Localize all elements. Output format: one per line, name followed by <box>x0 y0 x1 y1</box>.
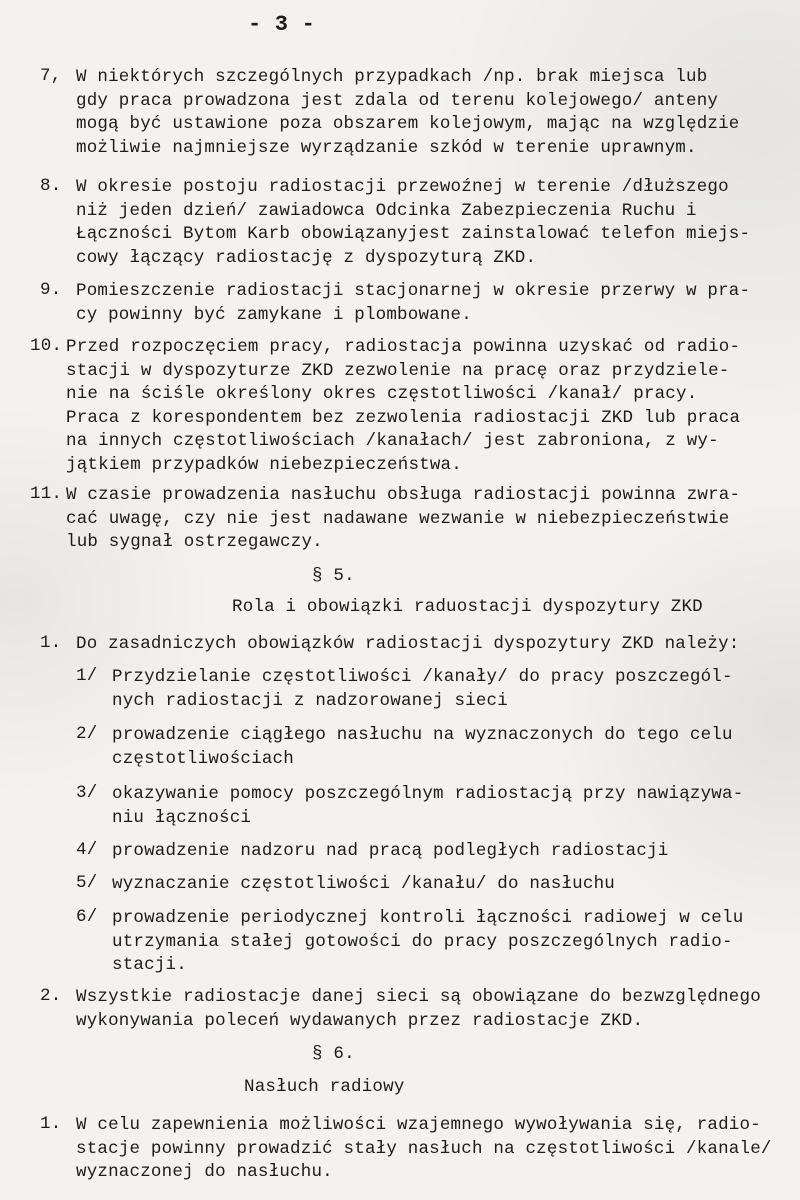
item-number: 5/ <box>76 873 98 893</box>
text-line: Do zasadniczych obowiązków radiostacji dyspozytury ZKD należy: <box>76 634 740 654</box>
section-title: Rola i obowiązki raduostacji dyspozytury ZKD <box>232 597 703 617</box>
text-line: wykonywania poleceń wydawanych przez radiostacje ZKD. <box>76 1010 644 1031</box>
text-line: nie na ściśle określony okres częstotliwości /kanał/ pracy. <box>66 384 698 404</box>
text-line: mogą być ustawione poza obszarem kolejowym, mając na względzie <box>76 114 740 134</box>
text-line: W okresie postoju radiostacji przewoźnej w terenie /dłuższego <box>76 177 729 197</box>
text-line: W celu zapewnienia możliwości wzajemnego wywoływania się, radio- <box>76 1115 761 1135</box>
text-line: Przydzielanie częstotliwości /kanały/ do pracy poszczegól- <box>112 667 733 687</box>
text-line: stacji w dyspozyturze ZKD zezwolenie na pracę oraz przydziele- <box>66 360 730 381</box>
item-number: 6/ <box>76 907 98 927</box>
section-mark: § 6. <box>312 1044 355 1064</box>
text-line: częstotliwościach <box>112 748 294 769</box>
text-line: Pomieszczenie radiostacji stacjonarnej w okresie przerwy w pra- <box>76 281 751 301</box>
text-line: możliwie najmniejsze wyrządzanie szkód w terenie uprawnym. <box>76 137 697 158</box>
item-number: 10. <box>30 336 63 356</box>
item-number: 4/ <box>76 840 98 860</box>
text-line: gdy praca prowadzona jest zdala od terenu kolejowego/ anteny <box>76 90 719 111</box>
sub-item <box>76 907 800 978</box>
text-line: nych radiostacji z nadzorowanej sieci <box>112 690 508 711</box>
item-number: 1. <box>40 1114 62 1134</box>
text-line: prowadzenie periodycznej kontroli łączności radiowej w celu <box>112 908 744 928</box>
text-line: wyznaczonej do nasłuchu. <box>76 1162 333 1182</box>
item-number: 9. <box>40 280 62 300</box>
text-line: stacji. <box>112 955 187 975</box>
item-number: 3/ <box>76 783 98 803</box>
paragraph-item <box>40 986 800 1033</box>
text-line: Praca z korespondentem bez zezwolenia radiostacji ZKD lub praca <box>66 407 741 428</box>
item-number: 8. <box>40 176 62 196</box>
section-title: Nasłuch radiowy <box>244 1077 405 1097</box>
text-line: niż jeden dzień/ zawiadowca Odcinka Zabezpieczenia Ruchu i <box>76 200 697 221</box>
paragraph-item <box>40 1114 800 1185</box>
text-line: na innych częstotliwościach /kanałach/ jest zabroniona, z wy- <box>66 431 719 451</box>
item-number: 2. <box>40 986 62 1006</box>
paragraph-item <box>40 633 800 657</box>
text-line: jątkiem przypadków niebezpieczeństwa. <box>66 454 462 475</box>
paragraph-item <box>40 280 800 327</box>
text-line: cowy łączący radiostację z dyspozyturą ZKD. <box>76 247 537 268</box>
text-line: prowadzenie ciągłego nasłuchu na wyznaczonych do tego celu <box>112 725 733 745</box>
text-line: utrzymania stałej gotowości do pracy poszczególnych radio- <box>112 931 733 952</box>
item-number: 1/ <box>76 666 98 686</box>
paragraph-item <box>30 484 800 555</box>
section-mark: § 5. <box>312 566 355 586</box>
paragraph-item <box>40 176 800 270</box>
page-number: - 3 - <box>248 12 316 37</box>
item-number: 2/ <box>76 724 98 744</box>
sub-item <box>76 840 800 864</box>
text-line: okazywanie pomocy poszczególnym radiostacją przy nawiązywa- <box>112 784 744 804</box>
paragraph-item <box>40 66 800 160</box>
text-line: Łączności Bytom Karb obowiązanyjest zainstalować telefon miejs- <box>76 224 751 244</box>
sub-item <box>76 724 800 771</box>
text-line: cy powinny być zamykane i plombowane. <box>76 304 472 325</box>
item-number: 7, <box>40 66 62 86</box>
text-line: stacje powinny prowadzić stały nasłuch na częstotliwości /kanale/ <box>76 1138 772 1159</box>
text-line: wyznaczanie częstotliwości /kanału/ do nasłuchu <box>112 874 615 894</box>
paragraph-item <box>30 336 800 477</box>
text-line: W niektórych szczególnych przypadkach /np. brak miejsca lub <box>76 67 708 87</box>
sub-item <box>76 873 800 897</box>
text-line: W czasie prowadzenia nasłuchu obsługa radiostacji powinna zwra- <box>66 485 741 505</box>
sub-item <box>76 666 800 713</box>
text-line: prowadzenie nadzoru nad pracą podległych radiostacji <box>112 841 669 861</box>
text-line: lub sygnał ostrzegawczy. <box>66 532 323 552</box>
text-line: Przed rozpoczęciem pracy, radiostacja powinna uzyskać od radio- <box>66 337 741 357</box>
text-line: Wszystkie radiostacje danej sieci są obowiązane do bezwzględnego <box>76 987 761 1007</box>
text-line: niu łączności <box>112 807 252 828</box>
sub-item <box>76 783 800 830</box>
item-number: 11. <box>30 484 63 504</box>
item-number: 1. <box>40 633 62 653</box>
text-line: cać uwagę, czy nie jest nadawane wezwanie w niebezpieczeństwie <box>66 508 730 529</box>
